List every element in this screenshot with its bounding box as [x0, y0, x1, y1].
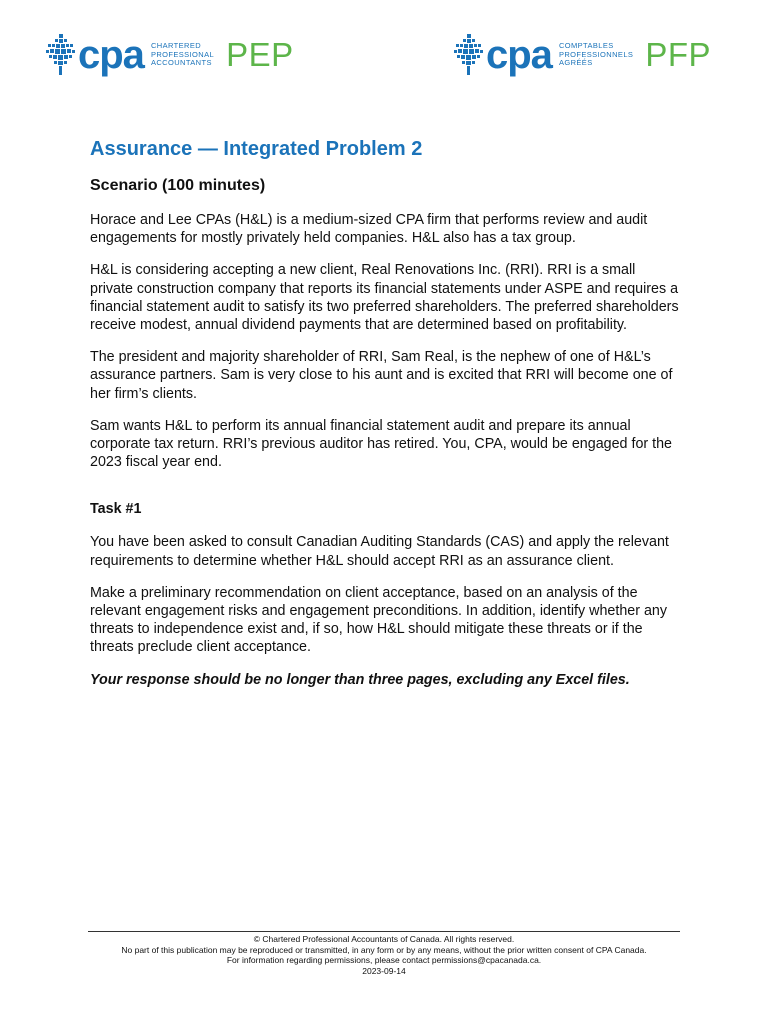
task-paragraph: Make a preliminary recommendation on client acceptance, based on an analysis of the relevant engagement risks and engagement preconditions. In addition, identify whether any threats to independence exist and, if so, how H&L should mitigate these threats or if the threats preclude client acceptance.: [90, 584, 668, 656]
page-title: Assurance — Integrated Problem 2: [90, 138, 423, 160]
page-header: [0, 34, 768, 94]
scenario-paragraph: The president and majority shareholder of RRI, Sam Real, is the nephew of one of H&L’s assurance partners. Sam is very close to his aunt and is excited that RRI will become one of her firm’s clients.: [90, 349, 673, 402]
logo-line: PROFESSIONNELS: [558, 49, 634, 59]
program-label: PFP: [645, 36, 711, 73]
logo-subtitle: [559, 42, 633, 68]
logo-line: AGRÉÉS: [558, 58, 593, 68]
logo-line: CHARTERED: [150, 41, 202, 51]
cpa-pep-logo: [46, 34, 294, 76]
page-footer: [0, 934, 768, 976]
scenario-heading: Scenario (100 minutes): [90, 177, 266, 194]
logo-line: COMPTABLES: [558, 41, 614, 51]
cpa-wordmark: cpa: [486, 33, 552, 77]
scenario-paragraph: Sam wants H&L to perform its annual financial statement audit and prepare its annual corporate tax return. RRI’s previous auditor has retired. You, CPA, would be engaged for the 2023 fiscal year end.: [90, 417, 673, 471]
document-date: 2023-09-14: [362, 965, 406, 976]
task-heading: Task #1: [90, 501, 142, 518]
task-paragraph: You have been asked to consult Canadian Auditing Standards (CAS) and apply the relevant requirements to determine whether H&L should accept RRI as an assurance client.: [90, 534, 669, 569]
reproduction-line: No part of this publication may be reproduced or transmitted, in any form or by any means, without the prior written consent of CPA Canada.: [121, 944, 647, 955]
maple-leaf-icon: [454, 34, 484, 76]
cpa-pfp-logo: [454, 34, 711, 76]
logo-line: ACCOUNTANTS: [150, 58, 212, 68]
logo-subtitle: [151, 42, 214, 68]
program-label: PEP: [226, 36, 294, 73]
cpa-wordmark: cpa: [78, 33, 144, 77]
footer-divider: [88, 931, 680, 932]
permissions-line: For information regarding permissions, please contact permissions@cpacanada.ca.: [226, 955, 542, 965]
document-body: [90, 138, 682, 703]
logo-line: PROFESSIONAL: [150, 49, 215, 59]
response-length-note: Your response should be no longer than three pages, excluding any Excel files.: [90, 671, 630, 688]
scenario-paragraph: H&L is considering accepting a new client, Real Renovations Inc. (RRI). RRI is a small private construction company that reports its financial statements under ASPE and requires a financial statement audit to satisfy its two preferred shareholders. The preferred shareholders receive modest, annual dividend payments that are determined based on profitability.: [90, 262, 679, 334]
maple-leaf-icon: [46, 34, 76, 76]
copyright-line: © Chartered Professional Accountants of Canada. All rights reserved.: [253, 934, 515, 944]
scenario-paragraph: Horace and Lee CPAs (H&L) is a medium-sized CPA firm that performs review and audit engagements for mostly privately held companies. H&L also has a tax group.: [90, 212, 648, 247]
